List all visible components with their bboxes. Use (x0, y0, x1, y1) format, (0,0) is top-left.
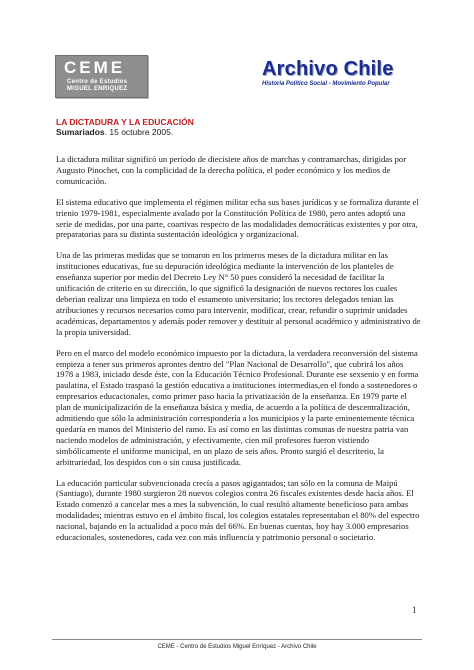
archivo-chile-title: Archivo Chile (262, 58, 394, 80)
page-footer: CEME - Centro de Estudios Miguel Enríquez - Archivo Chile (157, 644, 317, 650)
document-meta (56, 127, 173, 137)
footer-divider (52, 639, 422, 640)
paragraph: El sistema educativo que implementa el régimen militar echa sus bases jurídicas y se formaliza durante el trienio 1979-1981, especialmente avalado por la Constitución Política de 1980, pero antes adoptó una serie de medidas, por una parte, coartivas respecto de las modalidades democráticas existentes y por otra, preparatorias para su distinta sustentación ideológica y organizacional. (56, 196, 419, 240)
paragraph: Pero en el marco del modelo económico impuesto por la dictadura, la verdadera reconversión del sistema empieza a tener sus primeros aprontes dentro del "Plan Nacional de Desarrollo", que cubrirá los años 1978 a 1983, iniciado desde éste, con la Educación Técnico Profesional. Durante ese sexsenio y en forma paulatina, el Estado traspasó la gestión educativa a instituciones intermedias,en el fondo a sostenedores o empresarios educacionales, como primer paso hacia la privatización de la enseñanza. En 1979 parte el plan de municipalización de la enseñanza básica y media, de acuerdo a la política de descentralización, admitiendo que sólo la administración correspondería a los municipios y la parte eminentemente técnica quedaría en manos del Ministerio del ramo. Es así como en las distintas comunas de nuestra patria van naciendo modelos de administración, y efectivamente, cien mil profesores fueron vistiendo simbólicamente el uniforme municipal, en un plazo de seis años. Pronto surgió el descriterio, la arbitrariedad, los despidos con o sin causa justificada. (56, 347, 419, 467)
ceme-logo (55, 55, 148, 98)
paragraph: La educación particular subvencionada crecía a pasos agigantados; tan sólo en la comuna de Maipú (Santiago), durante 1980 surgieron 28 nuevos colegios contra 26 fiscales existentes desde hacia años. El Estado comenzó a cancelar mes a mes la subvención, lo cual resultó altamente beneficioso para ambas modalidades; mientras estuvo en el ámbito fiscal, los colegios estatales representaban el 80% del espectro nacional, bajando en la actualidad a poco más del 66%. En buenas cuentas, hoy hay 3.000 empresarios educacionales, sostenedores, cada vez con más influencia y patrimonio personal o societario. (56, 477, 420, 543)
ceme-logo-line2: MIGUEL ENRIQUEZ (67, 86, 128, 92)
document-source: Sumariados (56, 127, 105, 137)
ceme-logo-main: CEME (64, 58, 126, 77)
document-title: LA DICTADURA Y LA EDUCACIÓN (56, 117, 194, 127)
page-number: 1 (412, 605, 417, 615)
paragraph: Una de las primeras medidas que se tomaron en los primeros meses de la dictadura militar en las instituciones educativas, fue su depuración ideológica mediante la intervención de los planteles de enseñanza superior por medio del Decreto Ley N° 50 pues consideró la necesidad de facilitar la unificación de criterio en su dirección, lo que significó la designación de nuevos rectores los cuales deberian realizar una limpieza en todo el estamento universitario; los rectores delegados tenian las atribuciones y recursos necesarios como para intervenir, modificar, crear, refundir o suprimir unidades académicas, departamentos y además poder remover y destituir al personal académico y administrativo de la propia universidad. (56, 250, 421, 337)
document-date: . 15 octubre 2005. (104, 127, 174, 137)
archivo-chile-subtitle: Historia Político Social - Movimiento Popular (262, 81, 390, 87)
ceme-logo-line1: Centro de Estudios (67, 79, 128, 85)
paragraph: La dictadura militar significó un período de diecisiete años de marchas y contramarchas, dirigidas por Augusto Pinochet, con la complicidad de la derecha política, el poder económico y los medios de comunicación. (56, 154, 407, 186)
document-body (56, 154, 421, 553)
